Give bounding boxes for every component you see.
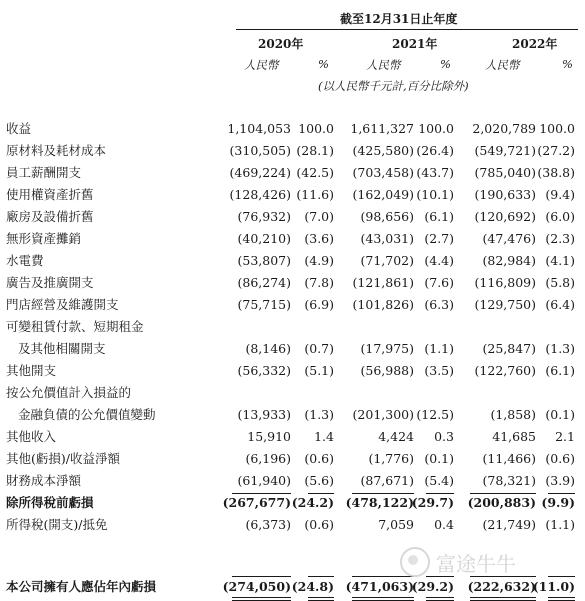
cell-2021-amount: 7,059 (378, 517, 414, 532)
row-label: 員工薪酬開支 (6, 165, 82, 180)
cell-2022-percent: (38.8) (537, 165, 575, 180)
cell-2020-amount: (40,210) (237, 231, 291, 246)
percent-2020: % (318, 57, 329, 71)
subtotal-rule (470, 493, 536, 494)
cell-2021-percent: (7.6) (424, 275, 454, 290)
row-label: 使用權資產折舊 (6, 187, 94, 202)
row-label: 所得稅(開支)/抵免 (6, 517, 108, 532)
cell-2021-percent: (1.1) (424, 341, 454, 356)
row-label: 其他開支 (6, 363, 57, 378)
unit-note: (以人民幣千元計,百分比除外) (318, 79, 469, 93)
watermark-text: 富途牛牛 (436, 551, 516, 576)
cell-2022-amount: (116,809) (474, 275, 536, 290)
row-label: 本公司擁有人應佔年內虧損 (6, 579, 157, 594)
futu-logo-icon (400, 547, 430, 577)
cell-2021-amount: (17,975) (360, 341, 414, 356)
row-label: 其他收入 (6, 429, 57, 444)
cell-2022-percent: (1.3) (545, 341, 575, 356)
cell-2020-amount: (267,677) (222, 495, 291, 510)
cell-2020-amount: (6,373) (245, 517, 291, 532)
cell-2022-percent: (2.3) (545, 231, 575, 246)
total-rule (470, 597, 536, 598)
cell-2022-percent: (9.4) (545, 187, 575, 202)
cell-2021-percent: (0.1) (424, 451, 454, 466)
subtotal-rule (352, 493, 414, 494)
cell-2021-amount: (121,861) (352, 275, 414, 290)
cell-2020-percent: (6.9) (304, 297, 334, 312)
cell-2021-amount: (201,300) (352, 407, 414, 422)
cell-2021-percent: (5.4) (424, 473, 454, 488)
cell-2022-amount: (122,760) (474, 363, 536, 378)
cell-2021-amount: (425,580) (352, 143, 414, 158)
row-label: 可變租賃付款、短期租金 (6, 319, 144, 334)
cell-2021-amount: (478,122) (345, 495, 414, 510)
cell-2022-amount: (1,858) (490, 407, 536, 422)
cell-2020-amount: (86,274) (237, 275, 291, 290)
cell-2021-percent: (3.5) (424, 363, 454, 378)
cell-2020-amount: (8,146) (245, 341, 291, 356)
cell-2020-amount: (274,050) (222, 579, 291, 594)
cell-2021-amount: (471,063) (345, 579, 414, 594)
cell-2021-percent: 0.3 (434, 429, 454, 444)
cell-2020-percent: (24.2) (291, 495, 334, 510)
row-label: 按公允價值計入損益的 (6, 385, 132, 400)
cell-2022-amount: (25,847) (482, 341, 536, 356)
cell-2021-amount: (98,656) (360, 209, 414, 224)
cell-2021-percent: 0.4 (434, 517, 454, 532)
cell-2022-amount: (222,632) (467, 579, 536, 594)
cell-2022-percent: (0.1) (545, 407, 575, 422)
period-header: 截至12月31日止年度 (340, 12, 458, 26)
row-label: 廠房及設備折舊 (6, 209, 94, 224)
cell-2020-amount: 1,104,053 (227, 121, 291, 136)
cell-2021-percent: 100.0 (418, 121, 454, 136)
cell-2022-amount: (549,721) (474, 143, 536, 158)
cell-2020-amount: 15,910 (247, 429, 291, 444)
row-label: 原材料及耗材成本 (6, 143, 107, 158)
row-label: 其他(虧損)/收益淨額 (6, 451, 120, 466)
cell-2022-amount: 2,020,789 (472, 121, 536, 136)
currency-2020: 人民幣 (244, 58, 279, 72)
cell-2022-percent: (6.4) (545, 297, 575, 312)
percent-2022: % (562, 57, 573, 71)
cell-2021-amount: (703,458) (352, 165, 414, 180)
cell-2021-percent: (12.5) (416, 407, 454, 422)
cell-2021-amount: (56,988) (360, 363, 414, 378)
cell-2021-percent: (6.3) (424, 297, 454, 312)
cell-2022-amount: (82,984) (482, 253, 536, 268)
watermark (400, 544, 580, 580)
cell-2021-amount: (43,031) (360, 231, 414, 246)
row-label: 除所得稅前虧損 (6, 495, 94, 510)
cell-2020-percent: (1.3) (304, 407, 334, 422)
row-label: 無形資產攤銷 (6, 231, 82, 246)
cell-2022-amount: (190,633) (474, 187, 536, 202)
total-rule (426, 597, 454, 598)
cell-2021-amount: 1,611,327 (350, 121, 414, 136)
cell-2022-percent: (4.1) (545, 253, 575, 268)
cell-2022-amount: (78,321) (482, 473, 536, 488)
cell-2020-percent: (0.6) (304, 451, 334, 466)
subtotal-rule (232, 493, 291, 494)
cell-2020-amount: (75,715) (237, 297, 291, 312)
cell-2020-percent: (7.0) (304, 209, 334, 224)
total-rule (308, 597, 334, 598)
cell-2020-percent: (0.6) (304, 517, 334, 532)
total-rule (308, 576, 334, 577)
row-label: 廣告及推廣開支 (6, 275, 94, 290)
cell-2020-amount: (128,426) (229, 187, 291, 202)
year-2022: 2022年 (512, 37, 558, 51)
cell-2022-percent: (11.0) (532, 579, 575, 594)
subtotal-rule (308, 493, 334, 494)
cell-2021-amount: (71,702) (360, 253, 414, 268)
cell-2020-percent: 1.4 (314, 429, 334, 444)
cell-2022-amount: (120,692) (474, 209, 536, 224)
cell-2021-percent: (2.7) (424, 231, 454, 246)
cell-2021-amount: (1,776) (368, 451, 414, 466)
currency-2021: 人民幣 (366, 58, 401, 72)
total-rule (548, 597, 575, 598)
cell-2022-percent: (3.9) (545, 473, 575, 488)
cell-2022-percent: (6.0) (545, 209, 575, 224)
cell-2020-amount: (76,932) (237, 209, 291, 224)
cell-2020-percent: (11.6) (296, 187, 334, 202)
cell-2020-percent: (28.1) (296, 143, 334, 158)
cell-2021-percent: (10.1) (416, 187, 454, 202)
cell-2021-percent: (29.7) (411, 495, 454, 510)
row-label: 水電費 (6, 253, 44, 268)
total-rule (232, 576, 291, 577)
cell-2021-percent: (6.1) (424, 209, 454, 224)
subtotal-rule (548, 493, 575, 494)
cell-2020-percent: (4.9) (304, 253, 334, 268)
cell-2020-percent: 100.0 (298, 121, 334, 136)
cell-2020-amount: (56,332) (237, 363, 291, 378)
cell-2022-amount: (129,750) (474, 297, 536, 312)
cell-2020-amount: (469,224) (229, 165, 291, 180)
row-label: 財務成本淨額 (6, 473, 82, 488)
cell-2020-amount: (53,807) (237, 253, 291, 268)
cell-2021-amount: 4,424 (378, 429, 414, 444)
currency-2022: 人民幣 (485, 58, 520, 72)
cell-2020-percent: (24.8) (291, 579, 334, 594)
cell-2020-percent: (42.5) (296, 165, 334, 180)
cell-2021-percent: (4.4) (424, 253, 454, 268)
cell-2020-percent: (5.6) (304, 473, 334, 488)
total-rule (352, 597, 414, 598)
percent-2021: % (440, 57, 451, 71)
period-underline (236, 29, 578, 30)
cell-2022-amount: 41,685 (492, 429, 536, 444)
cell-2021-amount: (162,049) (352, 187, 414, 202)
cell-2022-percent: (5.8) (545, 275, 575, 290)
year-2020: 2020年 (258, 37, 304, 51)
cell-2022-amount: (47,476) (482, 231, 536, 246)
cell-2020-percent: (0.7) (304, 341, 334, 356)
cell-2022-percent: (9.9) (541, 495, 575, 510)
cell-2022-amount: (785,040) (474, 165, 536, 180)
cell-2020-amount: (310,505) (229, 143, 291, 158)
cell-2022-amount: (21,749) (482, 517, 536, 532)
year-2021: 2021年 (392, 37, 438, 51)
row-label: 及其他相關開支 (18, 341, 106, 356)
row-label: 門店經營及維護開支 (6, 297, 119, 312)
cell-2022-percent: 100.0 (539, 121, 575, 136)
cell-2022-percent: (6.1) (545, 363, 575, 378)
cell-2020-amount: (13,933) (237, 407, 291, 422)
cell-2020-percent: (5.1) (304, 363, 334, 378)
cell-2021-amount: (101,826) (352, 297, 414, 312)
cell-2021-amount: (87,671) (360, 473, 414, 488)
cell-2020-amount: (61,940) (237, 473, 291, 488)
cell-2022-amount: (11,466) (482, 451, 536, 466)
cell-2022-percent: 2.1 (555, 429, 575, 444)
cell-2020-percent: (3.6) (304, 231, 334, 246)
cell-2021-percent: (29.2) (411, 579, 454, 594)
cell-2022-percent: (0.6) (545, 451, 575, 466)
cell-2022-percent: (27.2) (537, 143, 575, 158)
row-label: 金融負債的公允價值變動 (18, 407, 156, 422)
cell-2022-percent: (1.1) (545, 517, 575, 532)
total-rule (232, 597, 291, 598)
cell-2021-percent: (43.7) (416, 165, 454, 180)
cell-2021-percent: (26.4) (416, 143, 454, 158)
row-label: 收益 (6, 121, 32, 136)
cell-2020-percent: (7.8) (304, 275, 334, 290)
subtotal-rule (426, 493, 454, 494)
cell-2020-amount: (6,196) (245, 451, 291, 466)
cell-2022-amount: (200,883) (467, 495, 536, 510)
